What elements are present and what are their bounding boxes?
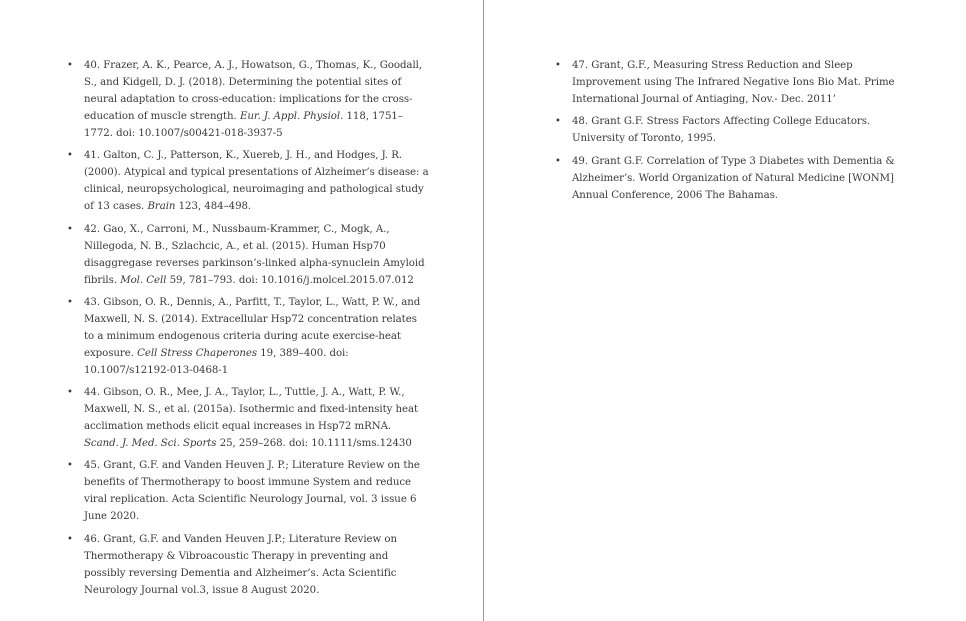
bullet-icon: • xyxy=(67,296,73,308)
reference-journal-italic: Cell Stress Chaperones xyxy=(137,347,258,359)
reference-item xyxy=(67,457,429,525)
reference-text: 42. Gao, X., Carroni, M., Nussbaum-Krammer, C., Mogk, A., Nillegoda, N. B., Szlachcic, A., et al. (2015). Human Hsp70 disaggregase reverses parkinson’s-linked alpha-synuclein Amyloid fibrils. xyxy=(84,223,425,286)
bullet-icon: • xyxy=(555,116,561,128)
reference-text: 25, 259–268. doi: 10.1111/sms.12430 xyxy=(216,438,412,450)
bullet-icon: • xyxy=(555,155,561,167)
bullet-icon: • xyxy=(67,533,73,545)
reference-text: 45. Grant, G.F. and Vanden Heuven J. P.; Literature Review on the benefits of Thermotherapy to boost immune System and reduce viral replication. Acta Scientific Neurology Journal, vol. 3 issue 6 June 2020. xyxy=(84,460,420,523)
reference-text: 49. Grant G.F. Correlation of Type 3 Diabetes with Dementia & Alzheimer’s. World Organization of Natural Medicine [WONM] Annual Conference, 2006 The Bahamas. xyxy=(572,155,895,201)
references-right-column xyxy=(555,57,917,209)
reference-text: 118, 1751–1772. doi: 10.1007/s00421-018-3937-5 xyxy=(84,111,403,139)
reference-item xyxy=(555,113,917,147)
reference-item xyxy=(67,531,429,599)
reference-text: 123, 484–498. xyxy=(175,201,252,213)
bullet-icon: • xyxy=(555,60,561,71)
reference-journal-italic: Scand. J. Med. Sci. Sports xyxy=(84,438,217,450)
references-left-column xyxy=(67,57,429,604)
reference-item xyxy=(67,384,429,452)
reference-text: 48. Grant G.F. Stress Factors Affecting College Educators. University of Toronto, 1995. xyxy=(572,116,871,145)
reference-item xyxy=(555,57,917,108)
reference-journal-italic: Mol. Cell xyxy=(120,274,167,286)
reference-item xyxy=(67,57,429,142)
reference-journal-italic: Eur. J. Appl. Physiol. xyxy=(239,111,344,122)
bullet-icon: • xyxy=(67,223,73,235)
reference-item xyxy=(555,153,917,204)
reference-item xyxy=(67,294,429,379)
reference-text: 47. Grant, G.F., Measuring Stress Reduction and Sleep Improvement using The Infrared Negative Ions Bio Mat. Prime International Journal of Antiaging, Nov.- Dec. 2011’ xyxy=(572,60,895,105)
reference-list-left xyxy=(67,57,429,599)
reference-text: 46. Grant, G.F. and Vanden Heuven J.P.; Literature Review on Thermotherapy & Vibroacoustic Therapy in preventing and possibly reversing Dementia and Alzheimer’s. Acta Scientific Neurology Journal vol.3, issue 8 August 2020. xyxy=(84,533,397,596)
reference-item xyxy=(67,147,429,215)
reference-list-right xyxy=(555,57,917,204)
reference-text: 44. Gibson, O. R., Mee, J. A., Taylor, L., Tuttle, J. A., Watt, P. W., Maxwell, N. S., et al. (2015a). Isothermic and fixed-intensity heat acclimation methods elicit equal increases in Hsp72 mRNA. xyxy=(84,387,419,433)
bullet-icon: • xyxy=(67,387,73,399)
bullet-icon: • xyxy=(67,60,73,71)
reference-journal-italic: Brain xyxy=(147,201,176,213)
bullet-icon: • xyxy=(67,460,73,472)
reference-text: 19, 389–400. doi: 10.1007/s12192-013-0468-1 xyxy=(84,347,349,376)
page-divider xyxy=(483,0,484,621)
reference-text: 40. Frazer, A. K., Pearce, A. J., Howatson, G., Thomas, K., Goodall, S., and Kidgell, D. J. (2018). Determining the potential sites of neural adaptation to cross-education: implications for the cross-education of muscle strength. xyxy=(84,60,423,122)
bullet-icon: • xyxy=(67,150,73,162)
reference-text: 59, 781–793. doi: 10.1016/j.molcel.2015.07.012 xyxy=(166,274,414,286)
reference-text: 41. Galton, C. J., Patterson, K., Xuereb, J. H., and Hodges, J. R. (2000). Atypical and typical presentations of Alzheimer’s disease: a clinical, neuropsychological, neuroimaging and pathological study of 13 cases. xyxy=(84,150,429,213)
reference-text: 43. Gibson, O. R., Dennis, A., Parfitt, T., Taylor, L., Watt, P. W., and Maxwell, N. S. (2014). Extracellular Hsp72 concentration relates to a minimum endogenous criteria during acute exercise-heat exposure. xyxy=(84,296,421,359)
reference-item xyxy=(67,221,429,289)
